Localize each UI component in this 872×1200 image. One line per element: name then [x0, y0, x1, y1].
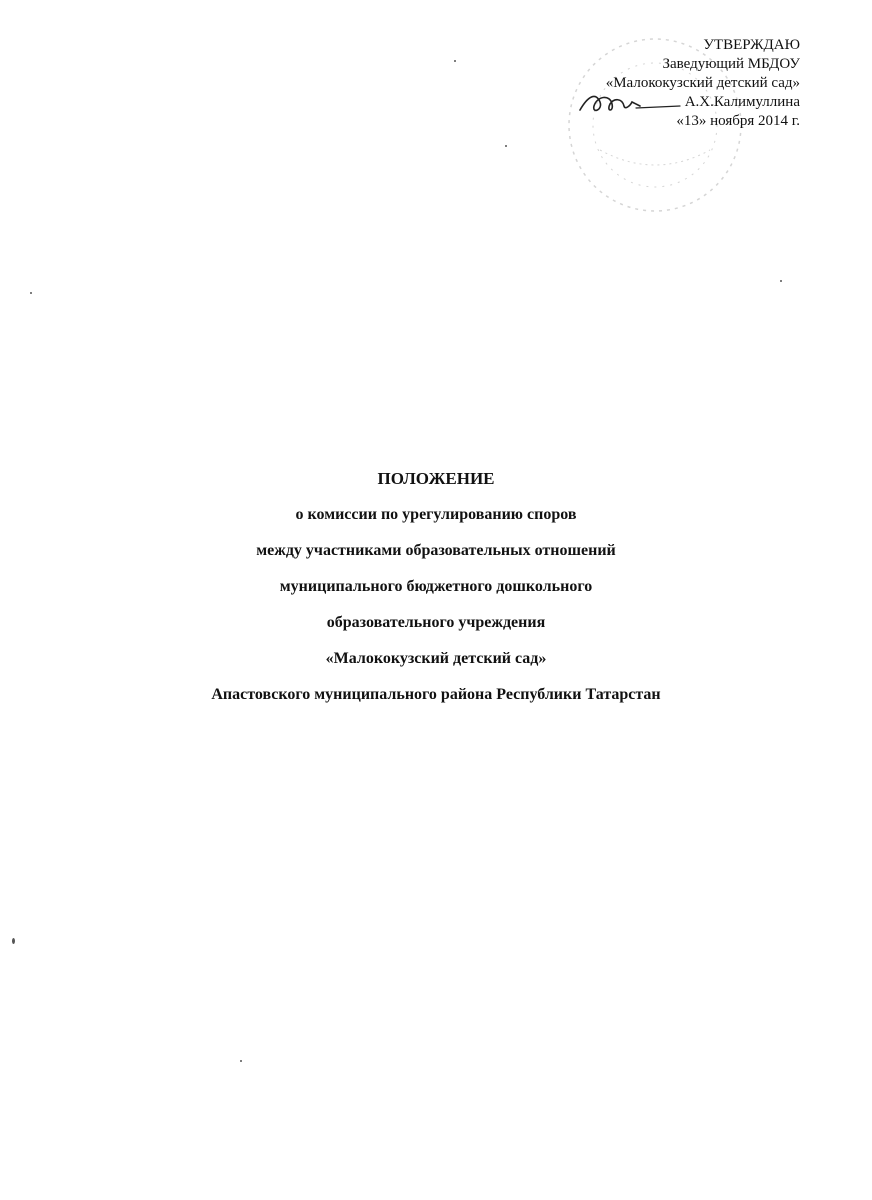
signatory-name: А.Х.Калимуллина [684, 94, 800, 110]
approver-position: Заведующий МБДОУ [662, 56, 800, 72]
organization-name: «Малококузский детский сад» [605, 75, 800, 91]
handwritten-signature-icon [570, 76, 690, 124]
subtitle-line-5: «Малококузский детский сад» [325, 650, 547, 667]
subtitle-line-1: о комиссии по урегулированию споров [295, 506, 577, 523]
document-heading: ПОЛОЖЕНИЕ [377, 469, 495, 488]
approval-block [500, 36, 800, 131]
subtitle-line-4: образовательного учреждения [326, 614, 546, 631]
scan-speck [240, 1060, 242, 1062]
subtitle-line-2: между участниками образовательных отношений [256, 542, 616, 559]
scan-speck [12, 938, 15, 944]
approval-date: «13» ноября 2014 г. [676, 113, 800, 129]
scan-speck [30, 292, 32, 294]
scan-speck [454, 60, 456, 62]
scan-speck [780, 280, 782, 282]
approve-label: УТВЕРЖДАЮ [703, 37, 800, 53]
document-title-block [0, 468, 872, 706]
subtitle-line-3: муниципального бюджетного дошкольного [279, 578, 593, 595]
subtitle-line-6: Апастовского муниципального района Республики Татарстан [211, 686, 661, 703]
scan-speck [505, 145, 507, 147]
